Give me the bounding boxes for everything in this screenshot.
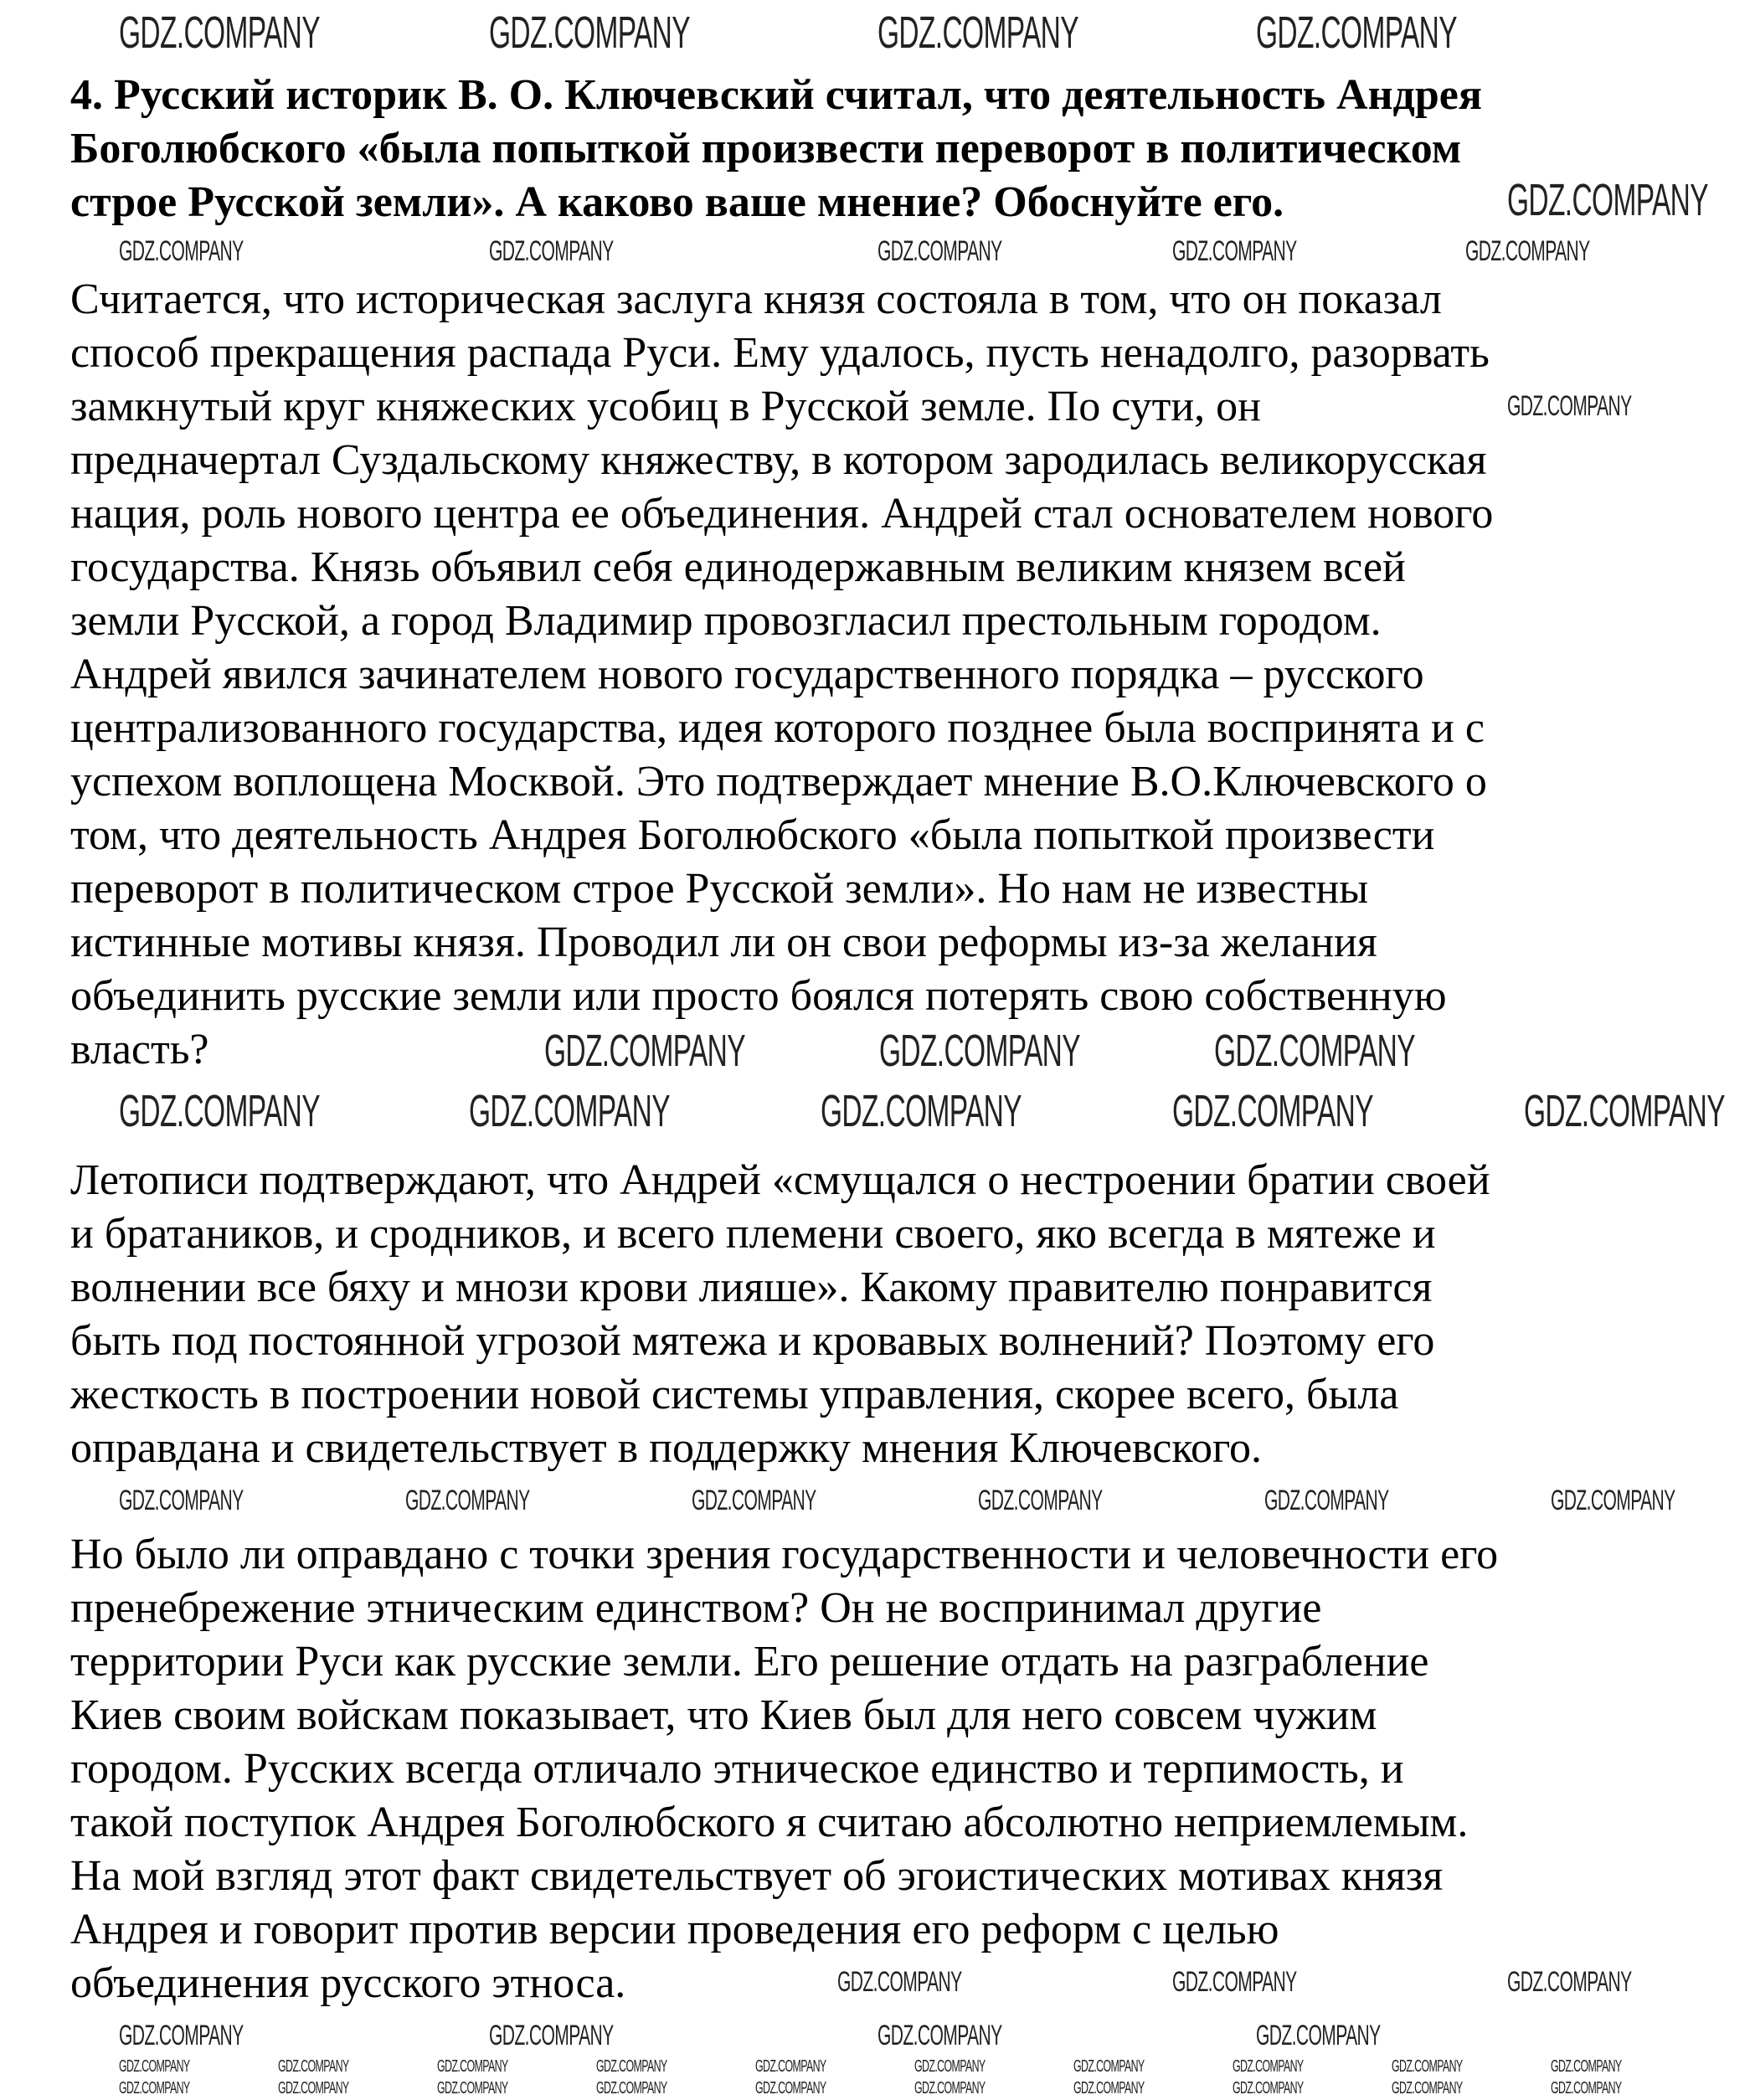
paragraph-line: городом. Русских всегда отличало этническое единство и терпимость, и [70,1745,1404,1793]
paragraph-line: том, что деятельность Андрея Боголюбского «была попыткой произвести [70,811,1435,859]
paragraph-line: Считается, что историческая заслуга князя состояла в том, что он показал [70,275,1442,323]
watermark-text: GDZ.COMPANY [1551,2079,1622,2097]
answer-paragraph [70,1154,1711,1475]
watermark-text: GDZ.COMPANY [596,2057,667,2076]
paragraph-line: переворот в политическом строе Русской земли». Но нам не известны [70,865,1369,913]
watermark-text: GDZ.COMPANY [1214,1026,1415,1076]
watermark-text: GDZ.COMPANY [119,2057,190,2076]
watermark-text: GDZ.COMPANY [878,8,1078,58]
watermark-text: GDZ.COMPANY [119,1086,320,1136]
paragraph-line: государства. Князь объявил себя единодержавным великим князем всей [70,543,1406,591]
paragraph-line: замкнутый круг княжеских усобиц в Русской земле. По сути, он [70,383,1261,430]
watermark-text: GDZ.COMPANY [437,2079,508,2097]
watermark-text: GDZ.COMPANY [119,1485,244,1516]
paragraph-line: и братаников, и сродников, и всего племени своего, яко всегда в мятеже и [70,1210,1436,1258]
watermark-text: GDZ.COMPANY [1073,2079,1145,2097]
paragraph-line: Но было ли оправдано с точки зрения государственности и человечности его [70,1531,1499,1578]
watermark-text: GDZ.COMPANY [1392,2079,1463,2097]
paragraph-line: Летописи подтверждают, что Андрей «смущался о нестроении братии своей [70,1156,1490,1204]
watermark-text: GDZ.COMPANY [1551,1485,1675,1516]
paragraph-line: На мой взгляд этот факт свидетельствует об эгоистических мотивах князя [70,1852,1444,1900]
paragraph-line: быть под постоянной угрозой мятежа и кровавых волнений? Поэтому его [70,1317,1435,1365]
watermark-text: GDZ.COMPANY [878,2020,1002,2051]
watermark-text: GDZ.COMPANY [405,1485,530,1516]
watermark-text: GDZ.COMPANY [1264,1485,1389,1516]
watermark-text: GDZ.COMPANY [489,235,614,267]
paragraph-line: предначертал Суздальскому княжеству, в котором зародилась великорусская [70,436,1487,484]
paragraph-line: территории Руси как русские земли. Его решение отдать на разграбление [70,1638,1429,1686]
watermark-text: GDZ.COMPANY [596,2079,667,2097]
paragraph-line: жесткость в построении новой системы управления, скорее всего, была [70,1371,1399,1418]
watermark-text: GDZ.COMPANY [1507,1966,1632,1998]
watermark-text: GDZ.COMPANY [1507,175,1708,225]
watermark-text: GDZ.COMPANY [821,1086,1022,1136]
heading-line: строе Русской земли». А каково ваше мнение? Обоснуйте его. [70,178,1284,226]
watermark-text: GDZ.COMPANY [1256,8,1457,58]
watermark-text: GDZ.COMPANY [489,8,690,58]
watermark-text: GDZ.COMPANY [1073,2057,1145,2076]
watermark-text: GDZ.COMPANY [1392,2057,1463,2076]
paragraph-line: истинные мотивы князя. Проводил ли он свои реформы из-за желания [70,919,1377,966]
watermark-text: GDZ.COMPANY [978,1485,1103,1516]
question-heading [70,69,1711,229]
paragraph-line: Андрея и говорит против версии проведения его реформ с целью [70,1906,1279,1953]
watermark-text: GDZ.COMPANY [692,1485,816,1516]
watermark-text: GDZ.COMPANY [437,2057,508,2076]
watermark-text: GDZ.COMPANY [278,2057,349,2076]
paragraph-line: пренебрежение этническим единством? Он не воспринимал другие [70,1584,1322,1632]
watermark-text: GDZ.COMPANY [1172,1086,1373,1136]
paragraph-line: нация, роль нового центра ее объединения. Андрей стал основателем нового [70,490,1494,538]
watermark-text: GDZ.COMPANY [1551,2057,1622,2076]
watermark-text: GDZ.COMPANY [1172,1966,1297,1998]
watermark-text: GDZ.COMPANY [1524,1086,1725,1136]
watermark-text: GDZ.COMPANY [119,2020,244,2051]
answer-body [70,273,1711,2010]
watermark-text: GDZ.COMPANY [1233,2057,1304,2076]
watermark-text: GDZ.COMPANY [119,8,320,58]
paragraph-line: успехом воплощена Москвой. Это подтверждает мнение В.О.Ключевского о [70,758,1487,806]
heading-line: Боголюбского «была попыткой произвести переворот в политическом [70,125,1462,172]
watermark-text: GDZ.COMPANY [469,1086,670,1136]
watermark-text: GDZ.COMPANY [544,1026,745,1076]
watermark-text: GDZ.COMPANY [755,2057,826,2076]
watermark-text: GDZ.COMPANY [1233,2079,1304,2097]
paragraph-line: земли Русской, а город Владимир провозгласил престольным городом. [70,597,1382,645]
watermark-text: GDZ.COMPANY [119,235,244,267]
watermark-text: GDZ.COMPANY [278,2079,349,2097]
paragraph-line: централизованного государства, идея которого позднее была воспринята и с [70,704,1485,752]
paragraph-line: Андрей явился зачинателем нового государственного порядка – русского [70,651,1424,698]
watermark-text: GDZ.COMPANY [489,2020,614,2051]
heading-line: 4. Русский историк В. О. Ключевский считал, что деятельность Андрея [70,71,1482,119]
paragraph-line: власть? [70,1026,209,1073]
answer-paragraph [70,273,1711,1077]
watermark-text: GDZ.COMPANY [914,2079,986,2097]
paragraph-line: Киев своим войскам показывает, что Киев был для него совсем чужим [70,1691,1377,1739]
watermark-text: GDZ.COMPANY [1507,390,1632,422]
watermark-text: GDZ.COMPANY [755,2079,826,2097]
watermark-text: GDZ.COMPANY [878,235,1002,267]
paragraph-line: волнении все бяху и мнози крови лияше». Какому правителю понравится [70,1264,1433,1311]
answer-paragraph [70,1528,1711,2010]
watermark-text: GDZ.COMPANY [1465,235,1590,267]
paragraph-line: объединить русские земли или просто боялся потерять свою собственную [70,972,1447,1020]
watermark-text: GDZ.COMPANY [837,1966,962,1998]
paragraph-line: объединения русского этноса. [70,1959,626,2007]
paragraph-line: такой поступок Андрея Боголюбского я считаю абсолютно неприемлемым. [70,1799,1469,1846]
watermark-text: GDZ.COMPANY [879,1026,1080,1076]
watermark-text: GDZ.COMPANY [1256,2020,1381,2051]
watermark-text: GDZ.COMPANY [119,2079,190,2097]
watermark-text: GDZ.COMPANY [914,2057,986,2076]
paragraph-line: оправдана и свидетельствует в поддержку мнения Ключевского. [70,1424,1263,1472]
watermark-text: GDZ.COMPANY [1172,235,1297,267]
paragraph-line: способ прекращения распада Руси. Ему удалось, пусть ненадолго, разорвать [70,329,1490,377]
